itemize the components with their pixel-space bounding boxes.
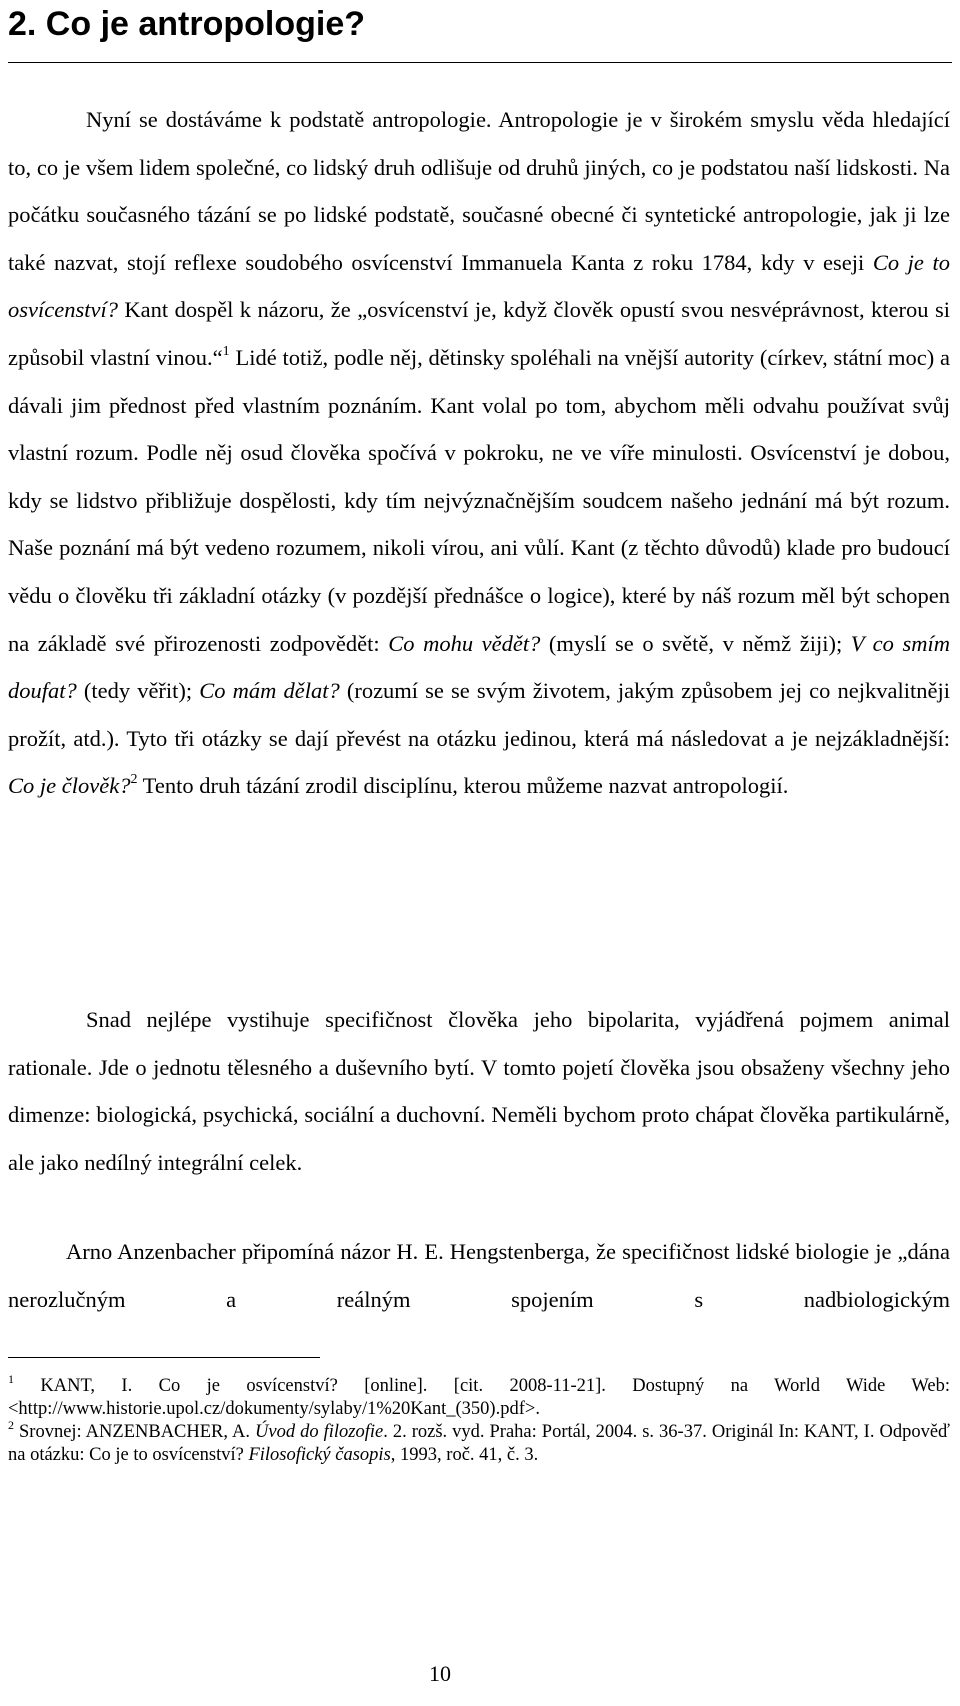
p1-text-6: (rozumí se se svým životem, jakým způsobem jej co nejkvalitněji prožít, atd.). Tyto tři otázky se dají převést na otázku jedinou, která má následovat a je nejzákladnější: bbox=[8, 678, 950, 751]
page-number: 10 bbox=[429, 1661, 451, 1686]
p1-italic-2: Co mohu vědět? bbox=[388, 630, 541, 656]
heading-rule bbox=[8, 62, 952, 63]
footnote-2-number: 2 bbox=[8, 1418, 14, 1432]
p1-italic-3: V co smím doufat? bbox=[8, 630, 950, 704]
footnote-2-journal-title: Filosofický časopis bbox=[248, 1445, 391, 1465]
footnote-2-text-3: , 1993, roč. 41, č. 3. bbox=[390, 1445, 539, 1465]
footnote-2 bbox=[8, 1418, 950, 1467]
p3-text: Arno Anzenbacher připomíná názor H. E. Hengstenberga, že specifičnost lidské biologie je „dána nerozlučným a reálným spojením s nadbiologickým bbox=[8, 1239, 950, 1312]
p1-italic-5: Co je člověk? bbox=[8, 773, 131, 799]
chapter-heading: 2. Co je antropologie? bbox=[8, 5, 366, 43]
footnote-2-book-title: Úvod do filozofie bbox=[255, 1422, 384, 1442]
footnote-ref-2: 2 bbox=[130, 772, 138, 788]
footnote-separator bbox=[8, 1357, 320, 1358]
p1-text-4: (myslí se o světě, v němž žiji); bbox=[540, 630, 851, 656]
paragraph-2 bbox=[8, 996, 950, 1186]
p1-text-3: Lidé totiž, podle něj, dětinsky spoléhali na vnější autority (církev, státní moc) a dávali jim přednost před vlastním poznáním. Kant volal po tom, abychom měli odvahu používat svůj vlastní rozum. Podle něj osud člověka spočívá v pokroku, ne ve víře minulosti. Osvícenství je dobou, kdy se lidstvo přibližuje dospělosti, kdy tím nejvýznačnějším soudcem našeho jednání má být rozum. Naše poznání má být vedeno rozumem, nikoli vírou, ani vůlí. Kant (z těchto důvodů) klade pro budoucí vědu o člověku tři základní otázky (v pozdější přednášce o logice), které by náš rozum měl být schopen na základě své přirozenosti zodpovědět: bbox=[8, 344, 951, 656]
footnote-1 bbox=[8, 1372, 950, 1421]
p1-text-7: Tento druh tázání zrodil disciplínu, kterou můžeme nazvat antropologií. bbox=[137, 773, 789, 799]
p2-text: Snad nejlépe vystihuje specifičnost člověka jeho bipolarita, vyjádřená pojmem animal rationale. Jde o jednotu tělesného a duševního bytí. V tomto pojetí člověka jsou obsaženy všechny jeho dimenze: biologická, psychická, sociální a duchovní. Neměli bychom proto chápat člověka partikulárně, ale jako nedílný integrální celek. bbox=[8, 1007, 950, 1175]
footnote-ref-1: 1 bbox=[222, 343, 230, 359]
p1-text-5: (tedy věřit); bbox=[76, 678, 200, 704]
footnote-2-text-1: Srovnej: ANZENBACHER, A. bbox=[14, 1422, 255, 1442]
paragraph-3 bbox=[8, 1228, 950, 1323]
p1-text-1: Nyní se dostáváme k podstatě antropologie. Antropologie je v širokém smyslu věda hledající to, co je všem lidem společné, co lidský druh odlišuje od druhů jiných, co je podstatou naší lidskosti. Na počátku současného tázání se po lidské podstatě, současné obecné či syntetické antropologie, jak ji lze také nazvat, stojí reflexe soudobého osvícenství Immanuela Kanta z roku 1784, kdy v eseji bbox=[8, 107, 950, 275]
footnote-1-text: KANT, I. Co je osvícenství? [online]. [cit. 2008-11-21]. Dostupný na World Wide Web: <http://www.historie.upol.cz/dokumenty/sylaby/1%20Kant_(350).pdf>. bbox=[8, 1376, 950, 1419]
p1-italic-1: Co je to osvícenství? bbox=[8, 249, 950, 323]
paragraph-1 bbox=[8, 96, 950, 810]
footnote-2-text-2: . 2. rozš. vyd. Praha: Portál, 2004. s. 36-37. Originál In: KANT, I. Odpověď na otázku: Co je to osvícenství? bbox=[8, 1422, 950, 1465]
footnote-1-number: 1 bbox=[8, 1372, 14, 1386]
p1-text-2: Kant dospěl k názoru, že „osvícenství je, když člověk opustí svou nesvéprávnost, kterou si způsobil vlastní vinou.“ bbox=[8, 297, 950, 370]
p1-italic-4: Co mám dělat? bbox=[199, 678, 340, 704]
